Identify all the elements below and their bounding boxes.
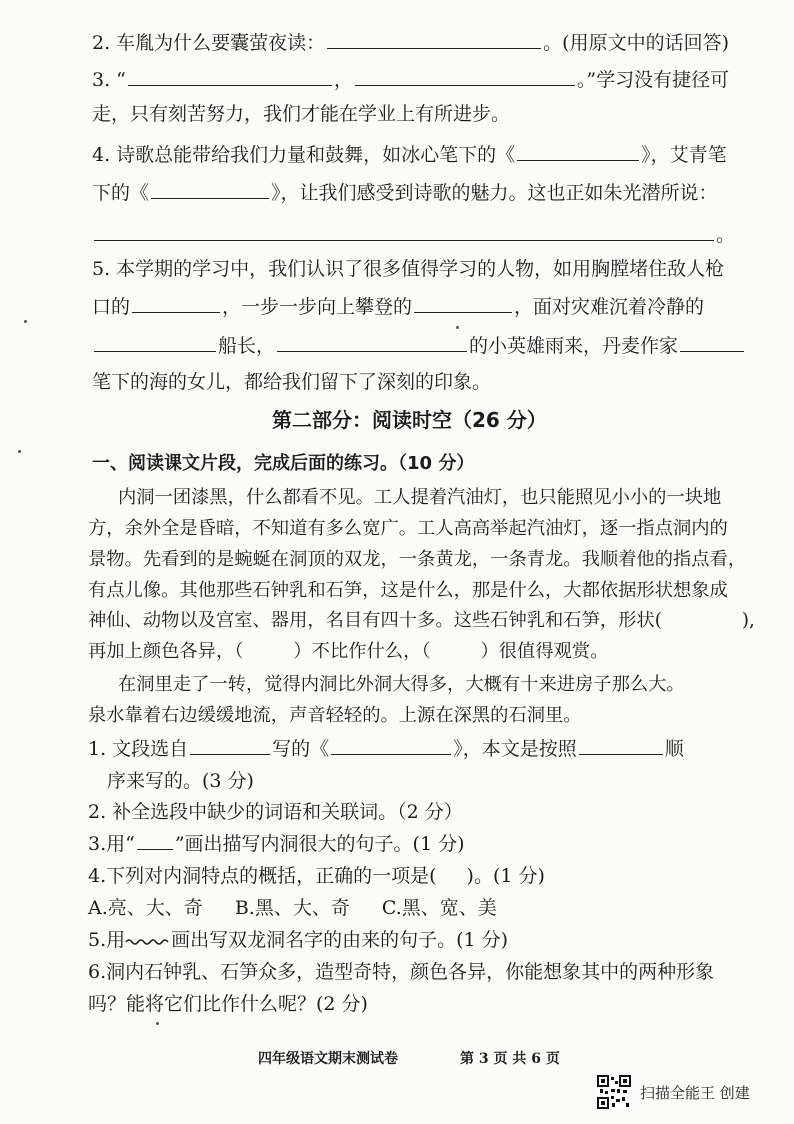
reading-question-1-line2: 序来写的。(3 分) — [107, 770, 254, 792]
answer-blank[interactable] — [579, 736, 663, 755]
reading-question-1: 1. 文段选自 写的《 》，本文是按照 顺 — [88, 738, 684, 760]
answer-blank[interactable] — [414, 294, 512, 313]
exam-title-footer: 四年级语文期末测试卷 — [258, 1051, 398, 1067]
question-4: 4. 诗歌总能带给我们力量和鼓舞，如冰心笔下的《 》，艾青笔 — [92, 144, 727, 166]
scan-speck — [24, 320, 27, 323]
reading-question-3: 3.用“ ”画出描写内洞很大的句子。(1 分) — [88, 833, 465, 855]
question-5-line3: 船长， 的小英雄雨来，丹麦作家 — [92, 333, 746, 358]
qr-code-icon — [597, 1075, 631, 1109]
part-2-heading: 第二部分：阅读时空（26 分） — [272, 408, 547, 432]
question-3-line2: 走，只有刻苦努力，我们才能在学业上有所进步。 — [92, 103, 511, 125]
scan-speck — [18, 450, 21, 453]
reading-question-2: 2. 补全选段中缺少的词语和关联词。（2 分） — [88, 801, 463, 823]
answer-blank[interactable] — [132, 294, 220, 313]
passage-line: 方，余外全是昏暗，不知道有多么宽广。工人高高举起汽油灯，逐一指点洞内的 — [88, 518, 728, 539]
question-4-line2: 下的《 》，让我们感受到诗歌的魅力。这也正如朱光潜所说： — [92, 182, 718, 204]
answer-blank[interactable] — [128, 67, 332, 86]
answer-blank[interactable] — [327, 30, 541, 49]
question-5: 5. 本学期的学习中，我们认识了很多值得学习的人物，如用胸膛堵住敌人枪 — [92, 258, 725, 280]
straight-line-mark — [137, 837, 173, 850]
answer-blank[interactable] — [680, 333, 744, 352]
answer-blank[interactable] — [94, 333, 216, 352]
scan-speck — [456, 326, 459, 329]
question-3: 3. “ ， 。”学习没有捷径可 — [92, 69, 730, 91]
answer-blank[interactable] — [517, 142, 639, 161]
answer-blank[interactable] — [277, 333, 467, 352]
reading-question-4-options — [88, 896, 497, 920]
passage-line: 再加上颜色各异，（ ）不比作什么，（ ）很值得观赏。 — [88, 641, 609, 662]
option-b[interactable]: B.黑、大、奇 — [234, 897, 350, 919]
question-5-line2: 口的 ，一步一步向上攀登的 ，面对灾难沉着冷静的 — [92, 296, 705, 318]
answer-blank[interactable] — [662, 610, 742, 626]
passage-line: 内洞一团漆黑，什么都看不见。工人提着汽油灯，也只能照见小小的一块地 — [118, 487, 722, 508]
question-5-line4: 笔下的海的女儿，都给我们留下了深刻的印象。 — [92, 371, 492, 393]
passage-line: 在洞里走了一转，觉得内洞比外洞大得多，大概有十来进房子那么大。 — [118, 674, 685, 695]
passage-line: 泉水靠着右边缓缓地流，声音轻轻的。上源在深黑的石洞里。 — [88, 705, 582, 726]
passage-line: 神仙、动物以及宫室、器用，名目有四十多。这些石钟乳和石笋，形状( ), — [88, 610, 755, 631]
answer-blank[interactable] — [151, 180, 269, 199]
option-c[interactable]: C.黑、宽、美 — [381, 897, 497, 919]
reading-question-4: 4.下列对内洞特点的概括，正确的一项是( )。(1 分) — [88, 865, 545, 887]
answer-blank[interactable] — [437, 866, 467, 882]
scanner-watermark: 扫描全能王 创建 — [640, 1084, 750, 1102]
answer-blank[interactable] — [355, 67, 575, 86]
wavy-line-mark — [125, 932, 171, 946]
passage-line: 景物。先看到的是蜿蜒在洞顶的双龙，一条黄龙，一条青龙。我顺着他的指点看， — [88, 549, 747, 570]
answer-blank[interactable] — [94, 222, 714, 241]
section-1-heading: 一、阅读课文片段，完成后面的练习。（10 分） — [92, 453, 475, 474]
reading-question-6: 6.洞内石钟乳、石笋众多，造型奇特，颜色各异，你能想象其中的两种形象 — [88, 961, 715, 983]
option-a[interactable]: A.亮、大、奇 — [88, 897, 203, 919]
page-number-footer: 第 3 页 共 6 页 — [460, 1051, 560, 1067]
reading-question-6-line2: 吗？能将它们比作什么呢？(2 分) — [88, 993, 368, 1015]
answer-blank[interactable] — [190, 736, 270, 755]
reading-question-5: 5.用 画出写双龙洞名字的由来的句子。(1 分) — [88, 929, 509, 951]
answer-blank[interactable] — [431, 641, 481, 657]
scan-speck — [156, 1022, 159, 1025]
answer-blank[interactable] — [331, 736, 451, 755]
question-4-line3: 。 — [92, 222, 735, 247]
passage-line: 有点儿像。其他那些石钟乳和石笋，这是什么，那是什么，大都依据形状想象成 — [88, 580, 728, 601]
answer-blank[interactable] — [243, 641, 293, 657]
question-2: 2. 车胤为什么要囊萤夜读： 。(用原文中的话回答) — [92, 32, 729, 54]
